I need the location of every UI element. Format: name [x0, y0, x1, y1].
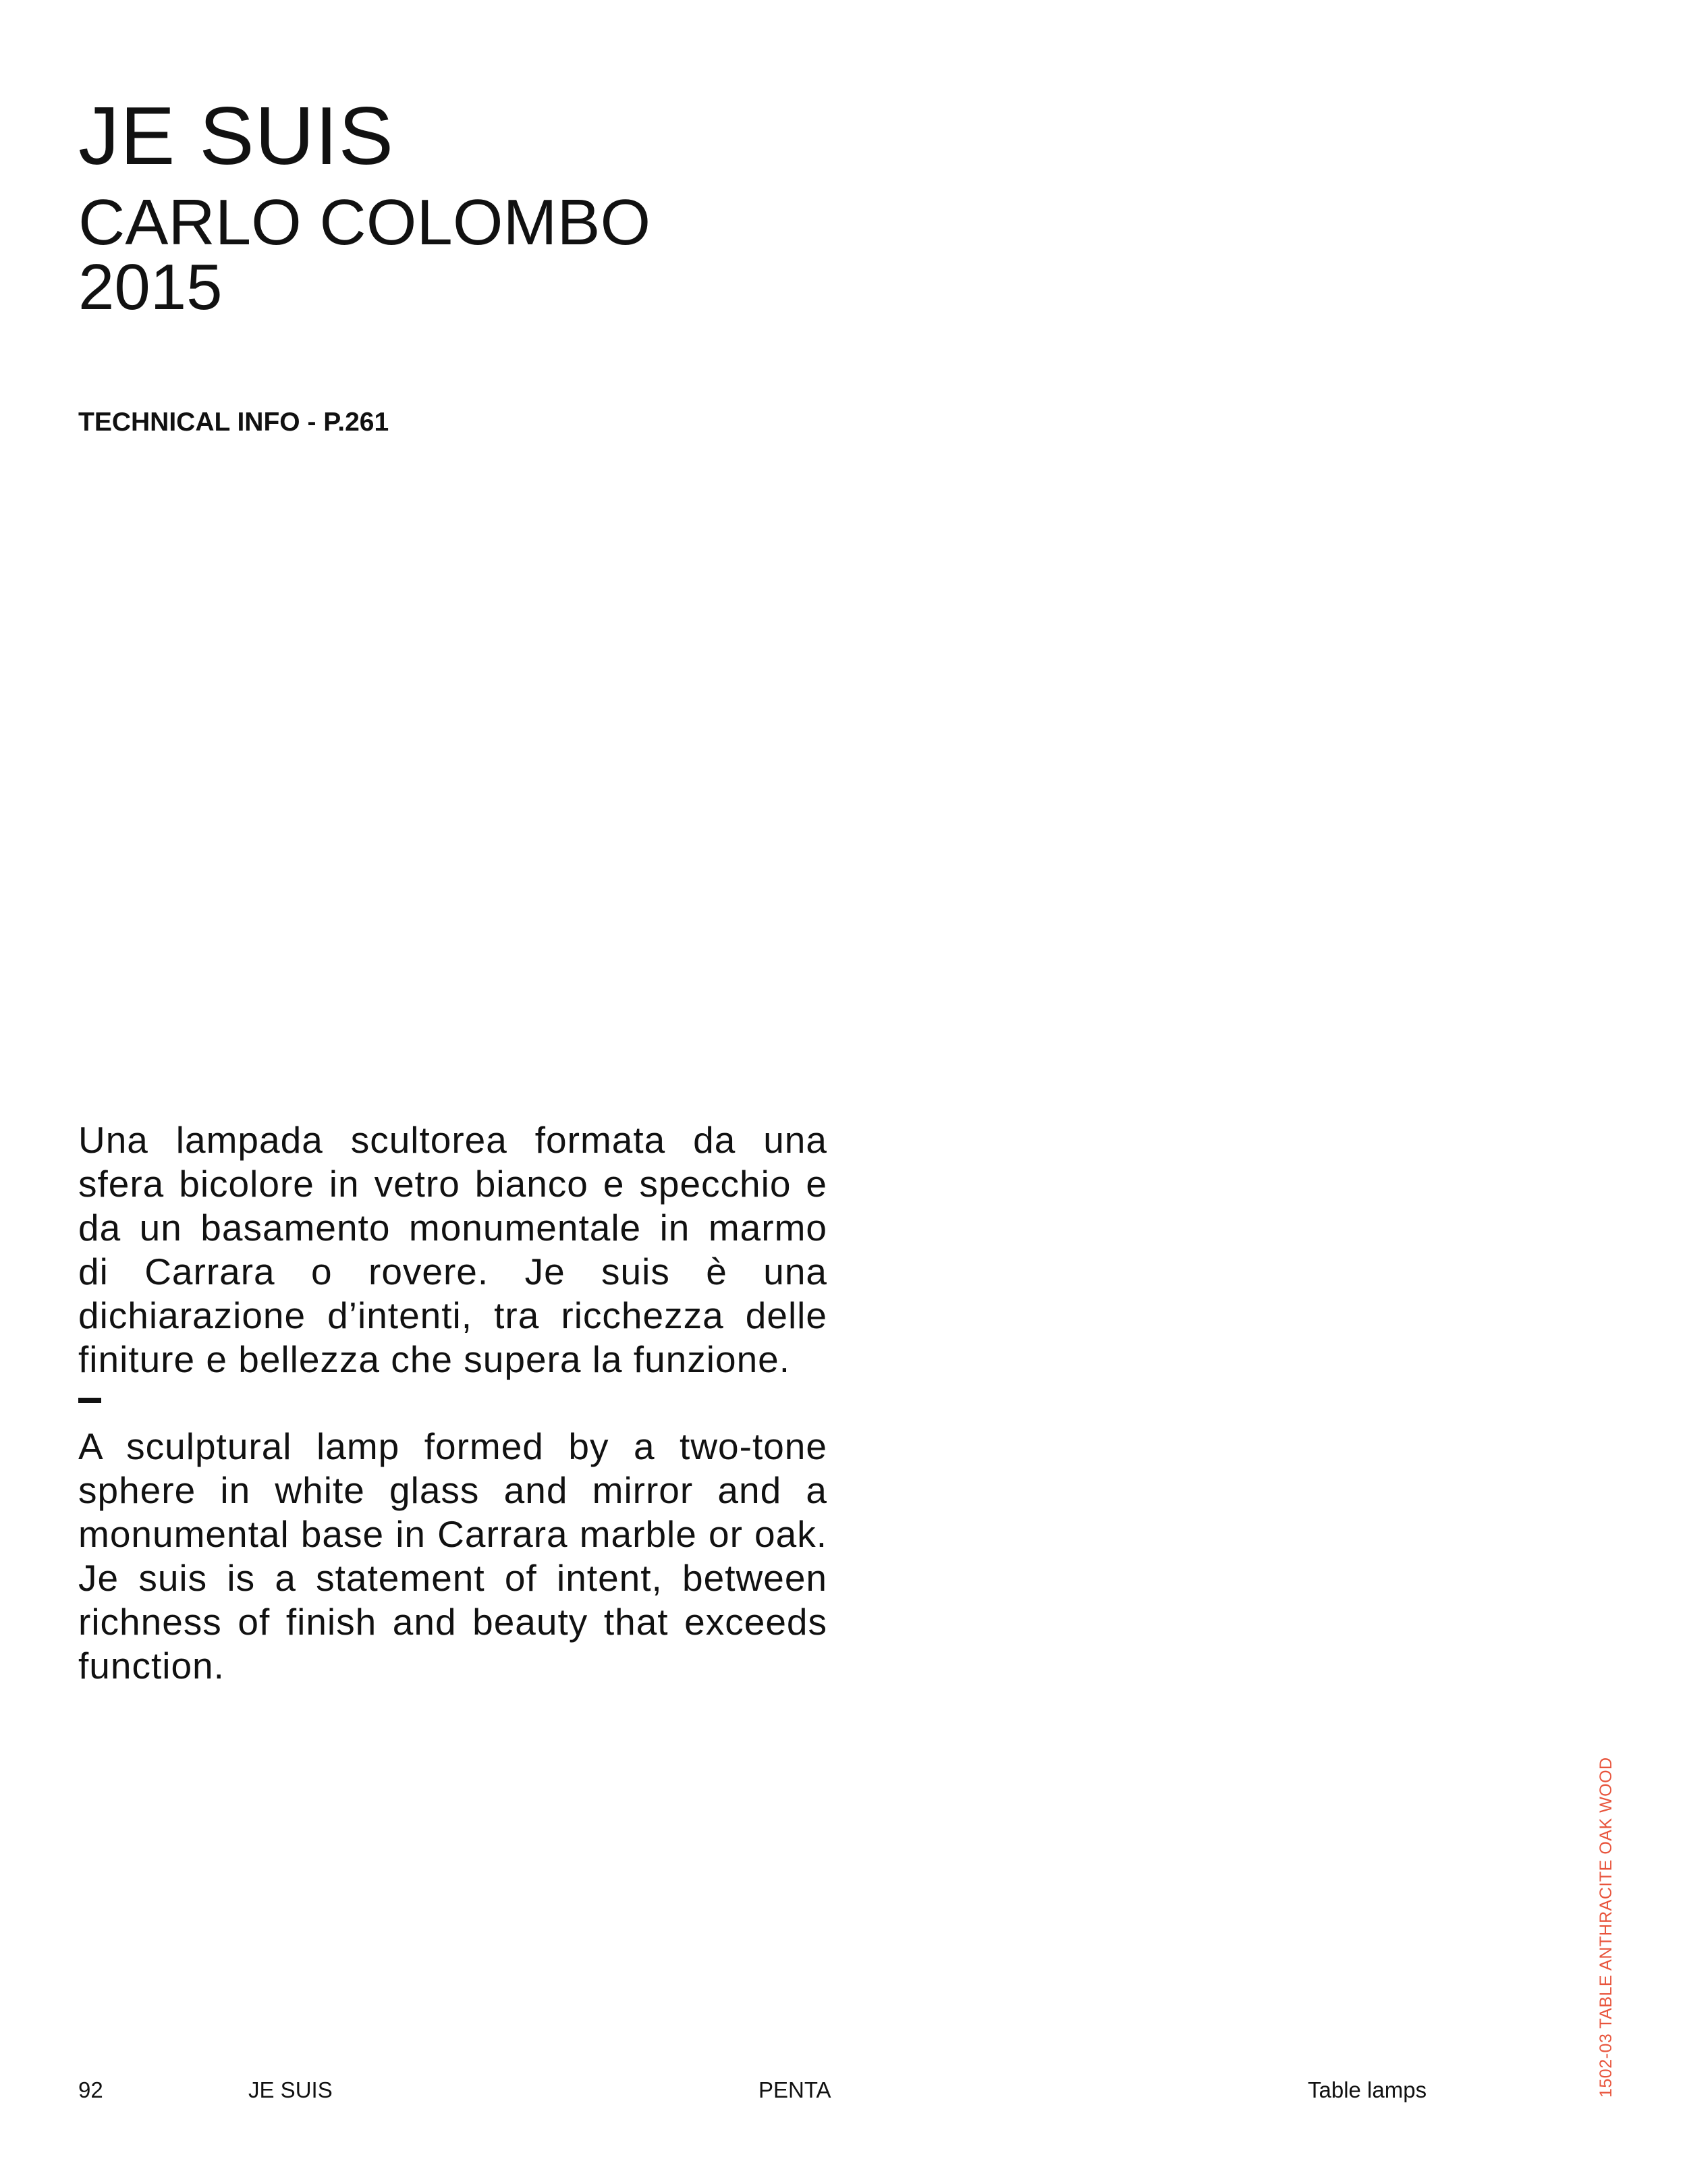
technical-info-reference: TECHNICAL INFO - P.261: [78, 408, 389, 437]
footer-category: Table lamps: [1308, 2077, 1427, 2102]
side-image-caption: 1502-03 TABLE ANTHRACITE OAK WOOD: [1597, 1757, 1615, 2098]
description-english: A sculptural lamp formed by a two-tone sphere in white glass and mirror and a monumental base in Carrara marble or oak. Je suis is a statement of intent, between richness of finish and beauty that exceeds function.: [78, 1425, 827, 1687]
description-italian: Una lampada scultorea formata da una sfera bicolore in vetro bianco e specchio e da un basamento monumentale in marmo di Carrara o rovere. Je suis è una dichiarazione d’intenti, tra ricchezza delle finiture e bellezza che supera la funzione.: [78, 1119, 827, 1380]
footer-page-number: 92: [78, 2077, 103, 2102]
designer-name: CARLO COLOMBO: [78, 186, 651, 258]
product-title: JE SUIS: [78, 90, 395, 182]
description-block: [78, 1118, 827, 1688]
design-year: 2015: [78, 251, 223, 323]
language-divider: [78, 1398, 101, 1403]
footer-brand: PENTA: [758, 2077, 831, 2102]
footer-product-name: JE SUIS: [248, 2077, 333, 2102]
